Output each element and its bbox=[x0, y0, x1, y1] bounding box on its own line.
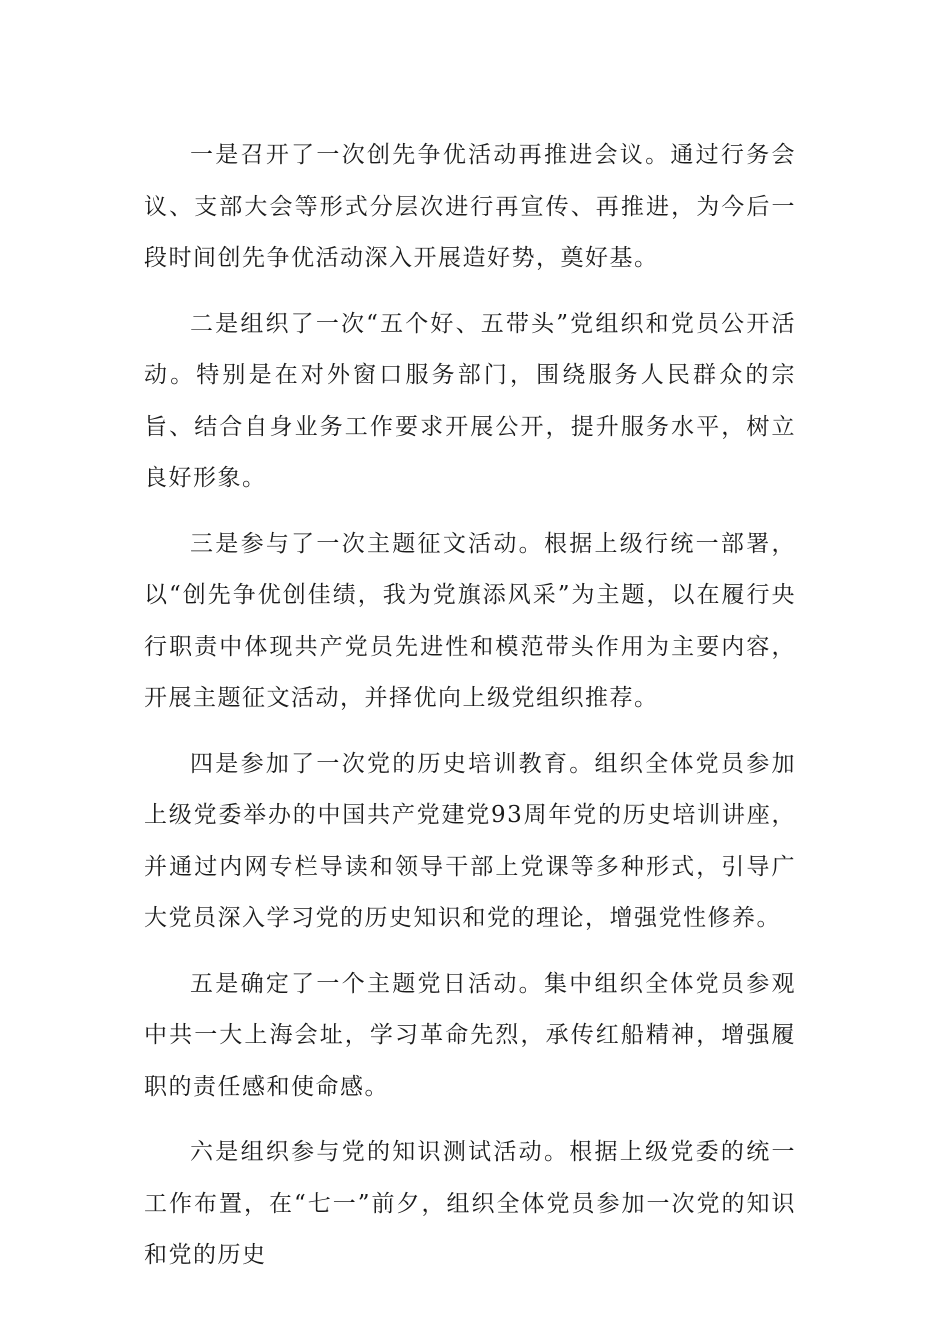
document-body bbox=[144, 130, 796, 1296]
paragraph-4: 四是参加了一次党的历史培训教育。组织全体党员参加上级党委举办的中国共产党建党93周年党的历史培训讲座，并通过内网专栏导读和领导干部上党课等多种形式，引导广大党员深入学习党的历史知识和党的理论，增强党性修养。 bbox=[144, 750, 796, 931]
paragraph-1: 一是召开了一次创先争优活动再推进会议。通过行务会议、支部大会等形式分层次进行再宣传、再推进，为今后一段时间创先争优活动深入开展造好势，奠好基。 bbox=[144, 142, 796, 271]
paragraph-3: 三是参与了一次主题征文活动。根据上级行统一部署，以“创先争优创佳绩，我为党旗添风采”为主题，以在履行央行职责中体现共产党员先进性和模范带头作用为主要内容，开展主题征文活动，并择优向上级党组织推荐。 bbox=[144, 530, 796, 711]
paragraph-5: 五是确定了一个主题党日活动。集中组织全体党员参观中共一大上海会址，学习革命先烈，承传红船精神，增强履职的责任感和使命感。 bbox=[144, 970, 796, 1100]
paragraph-2: 二是组织了一次“五个好、五带头”党组织和党员公开活动。特别是在对外窗口服务部门，围绕服务人民群众的宗旨、结合自身业务工作要求开展公开，提升服务水平，树立良好形象。 bbox=[144, 310, 796, 491]
paragraph-6: 六是组织参与党的知识测试活动。根据上级党委的统一工作布置，在“七一”前夕，组织全体党员参加一次党的知识和党的历史 bbox=[144, 1139, 796, 1268]
